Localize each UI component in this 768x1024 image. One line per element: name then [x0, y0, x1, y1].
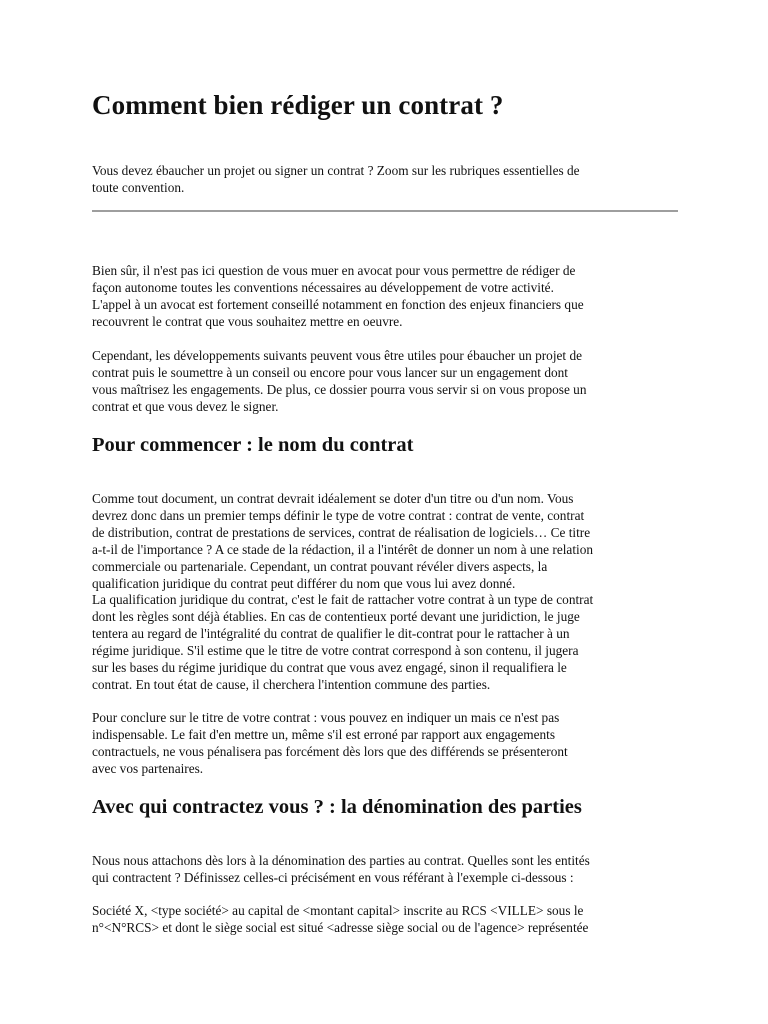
- page-title: Comment bien rédiger un contrat ?: [92, 90, 504, 120]
- intro-paragraph: Vous devez ébaucher un projet ou signer un contrat ? Zoom sur les rubriques essentielles de toute convention.: [92, 163, 580, 195]
- section-heading-parties: Avec qui contractez vous ? : la dénomination des parties: [92, 796, 582, 818]
- section-heading-contract-name: Pour commencer : le nom du contrat: [92, 434, 414, 456]
- paragraph-1: Bien sûr, il n'est pas ici question de vous muer en avocat pour vous permettre de rédiger de façon autonome toutes les conventions nécessaires au développement de votre activité. L'appel à un avocat est fortement conseillé notamment en fonction des enjeux financiers que recouvrent le contrat que vous souhaitez mettre en oeuvre.: [92, 263, 584, 329]
- paragraph-4: Pour conclure sur le titre de votre contrat : vous pouvez en indiquer un mais ce n'est pas indispensable. Le fait d'en mettre un, même s'il est erroné par rapport aux engagements contractuels, ne vous pénalisera pas forcément dès lors que des différends se présenteront avec vos partenaires.: [92, 710, 568, 776]
- paragraph-6: Société X, <type société> au capital de <montant capital> inscrite au RCS <VILLE> sous le n°<N°RCS> et dont le siège social est situé <adresse siège social ou de l'agence> représentée: [92, 903, 589, 935]
- paragraph-3: Comme tout document, un contrat devrait idéalement se doter d'un titre ou d'un nom. Vous devrez donc dans un premier temps définir le type de votre contrat : contrat de vente, contrat de distribution, contrat de prestations de services, contrat de réalisation de logiciels… Ce titre a-t-il de l'importance ? A ce stade de la rédaction, il a l'intérêt de donner un nom à une relation commerciale ou partenariale. Cependant, un contrat pouvant révéler divers aspects, la qualification juridique du contrat peut différer du nom que vous lui avez donné. La qualification juridique du contrat, c'est le fait de rattacher votre contrat à un type de contrat dont les règles sont déjà établies. En cas de contentieux porté devant une juridiction, le juge tentera au regard de l'intégralité du contrat de qualifier le dit-contrat pour le rattacher à un régime juridique. S'il estime que le titre de votre contrat correspond à son contenu, il jugera sur les bases du régime juridique du contrat que vous avez engagé, sinon il requalifiera le contrat. En tout état de cause, il cherchera l'intention commune des parties.: [92, 491, 594, 692]
- paragraph-2: Cependant, les développements suivants peuvent vous être utiles pour ébaucher un projet de contrat puis le soumettre à un conseil ou encore pour vous lancer sur un engagement dont vous maîtrisez les engagements. De plus, ce dossier pourra vous servir si on vous propose un contrat et que vous devez le signer.: [92, 348, 587, 414]
- divider: [92, 210, 678, 212]
- paragraph-5: Nous nous attachons dès lors à la dénomination des parties au contrat. Quelles sont les entités qui contractent ? Définissez celles-ci précisément en vous référant à l'exemple ci-dessous :: [92, 853, 590, 885]
